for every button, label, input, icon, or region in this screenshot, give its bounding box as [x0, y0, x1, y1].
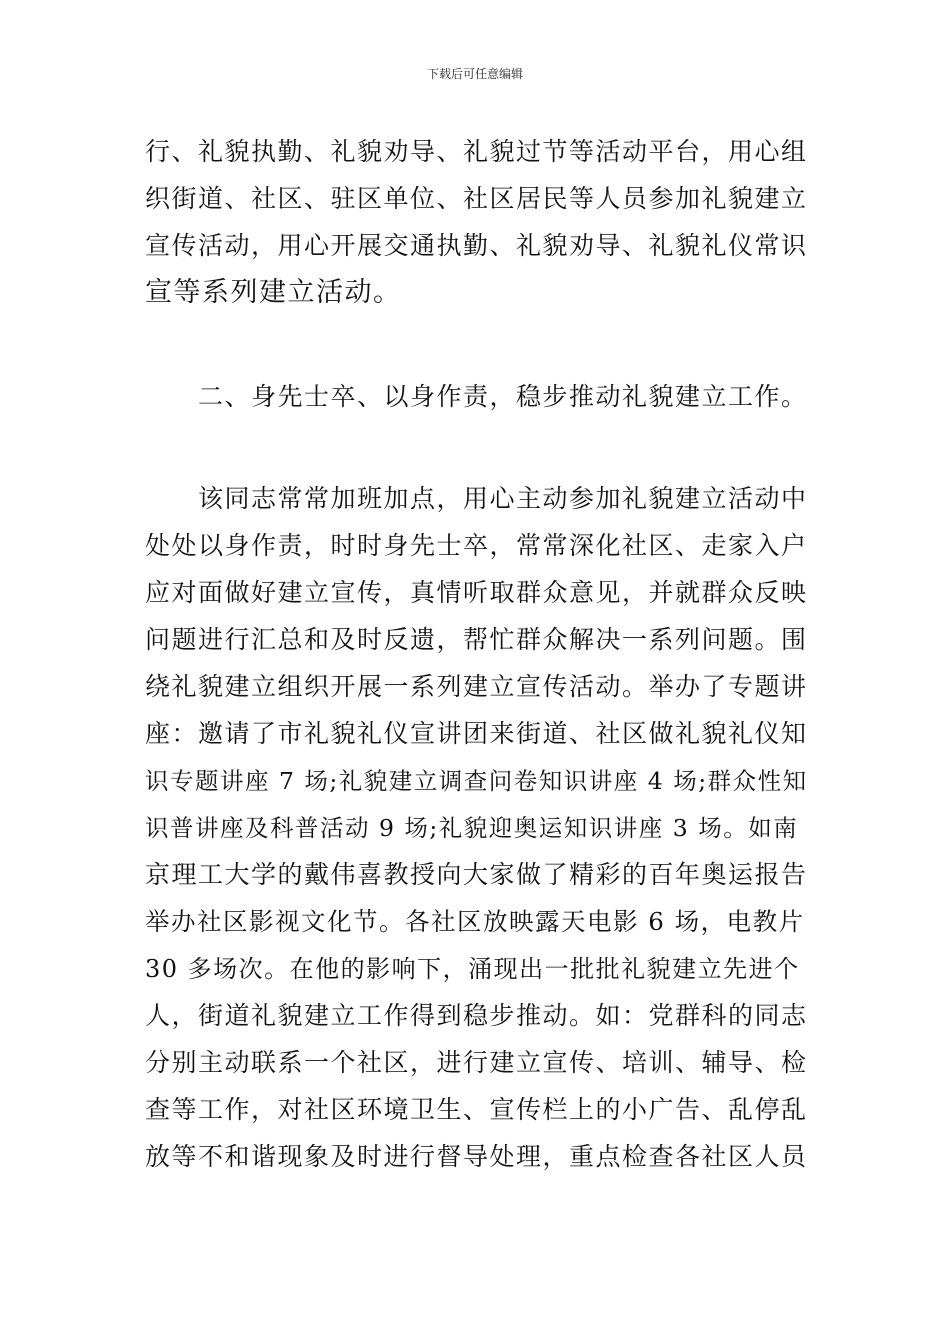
text-line: 放等不和谐现象及时进行督导处理，重点检查各社区人员 — [145, 1142, 808, 1171]
text-line: 座：邀请了市礼貌礼仪宣讲团来街道、社区做礼貌礼仪知 — [145, 719, 808, 748]
text-line: 京理工大学的戴伟喜教授向大家做了精彩的百年奥运报告 — [145, 860, 808, 889]
text-line: 识普讲座及科普活动 9 场;礼貌迎奥运知识讲座 3 场。如南 — [145, 814, 799, 842]
text-line: 分别主动联系一个社区，进行建立宣传、培训、辅导、检 — [145, 1048, 808, 1077]
text-line: 查等工作，对社区环境卫生、宣传栏上的小广告、乱停乱 — [145, 1095, 808, 1124]
text-line: 织街道、社区、驻区单位、社区居民等人员参加礼貌建立 — [145, 184, 808, 213]
section-heading: 二、身先士卒、以身作责，稳步推动礼貌建立工作。 — [198, 382, 808, 411]
text-line: 绕礼貌建立组织开展一系列建立宣传活动。举办了专题讲 — [145, 672, 808, 701]
text-line: 处处以身作责，时时身先士卒，常常深化社区、走家入户 — [145, 531, 808, 560]
page-header: 下载后可任意编辑 — [426, 67, 523, 81]
text-line: 识专题讲座 7 场;礼貌建立调查问卷知识讲座 4 场;群众性知 — [145, 767, 808, 795]
text-line: 问题进行汇总和及时反遗，帮忙群众解决一系列问题。围 — [145, 625, 808, 654]
text-line: 举办社区影视文化节。各社区放映露天电影 6 场，电教片 — [145, 907, 805, 936]
text-line: 应对面做好建立宣传，真情听取群众意见，并就群众反映 — [145, 578, 808, 607]
text-line: 行、礼貌执勤、礼貌劝导、礼貌过节等活动平台，用心组 — [145, 137, 808, 166]
text-line: 宣等系列建立活动。 — [145, 277, 402, 308]
text-line: 30 多场次。在他的影响下，涌现出一批批礼貌建立先进个 — [145, 955, 800, 983]
text-line: 宣传活动，用心开展交通执勤、礼貌劝导、礼貌礼仪常识 — [145, 231, 808, 260]
text-line: 人，街道礼貌建立工作得到稳步推动。如：党群科的同志 — [145, 1001, 808, 1030]
text-line: 该同志常常加班加点，用心主动参加礼貌建立活动中 — [198, 484, 808, 513]
